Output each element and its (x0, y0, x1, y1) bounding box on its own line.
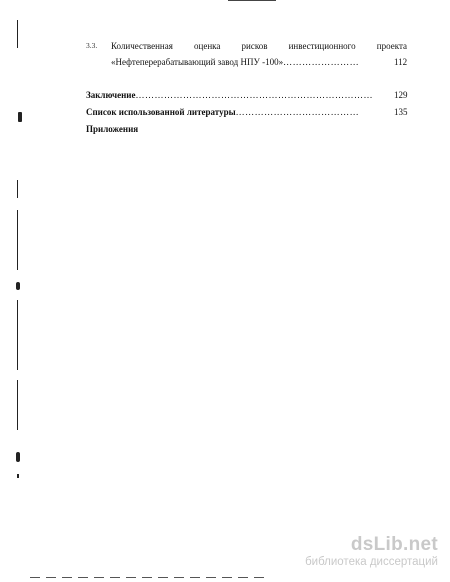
toc-page-number: 129 (394, 90, 408, 100)
toc-entry-3-3-title-line1: Количественная оценка рисков инвестиционного проекта (111, 41, 407, 51)
scan-edge-mark (17, 180, 18, 198)
toc-entry-references-title: Список использованной литературы (86, 107, 236, 117)
scan-edge-mark (17, 300, 18, 370)
scan-edge-mark (18, 112, 22, 122)
toc-entry-references (86, 106, 359, 118)
scan-edge-mark (17, 474, 19, 478)
scan-bottom-dash (30, 577, 270, 578)
toc-leader-dots: ………………………………………………………………… (135, 90, 373, 100)
toc-page-number: 112 (394, 57, 408, 67)
watermark-subtitle: библиотека диссертаций (305, 556, 438, 568)
watermark-logo: dsLib.net (350, 534, 438, 555)
scan-top-dash (228, 0, 276, 1)
scan-edge-mark (17, 210, 18, 270)
watermark (305, 535, 438, 569)
toc-entry-3-3-title-line2 (111, 56, 359, 68)
scan-edge-mark (16, 282, 20, 290)
toc-entry-conclusion-title: Заключение (86, 90, 136, 100)
scan-edge-mark (17, 20, 18, 48)
toc-leader-dots: …………………… (283, 57, 360, 67)
toc-entry-3-3-title-line2-text: «Нефтеперерабатывающий завод НПУ -100» (111, 57, 284, 67)
toc-leader-dots: ………………………………… (235, 107, 360, 117)
scan-edge-mark (16, 452, 20, 462)
toc-entry-appendices: Приложения (86, 124, 139, 134)
scan-edge-mark (17, 380, 18, 430)
toc-section-number: 3.3. (86, 41, 98, 50)
toc-page-number: 135 (394, 107, 408, 117)
toc-entry-conclusion (86, 89, 373, 101)
